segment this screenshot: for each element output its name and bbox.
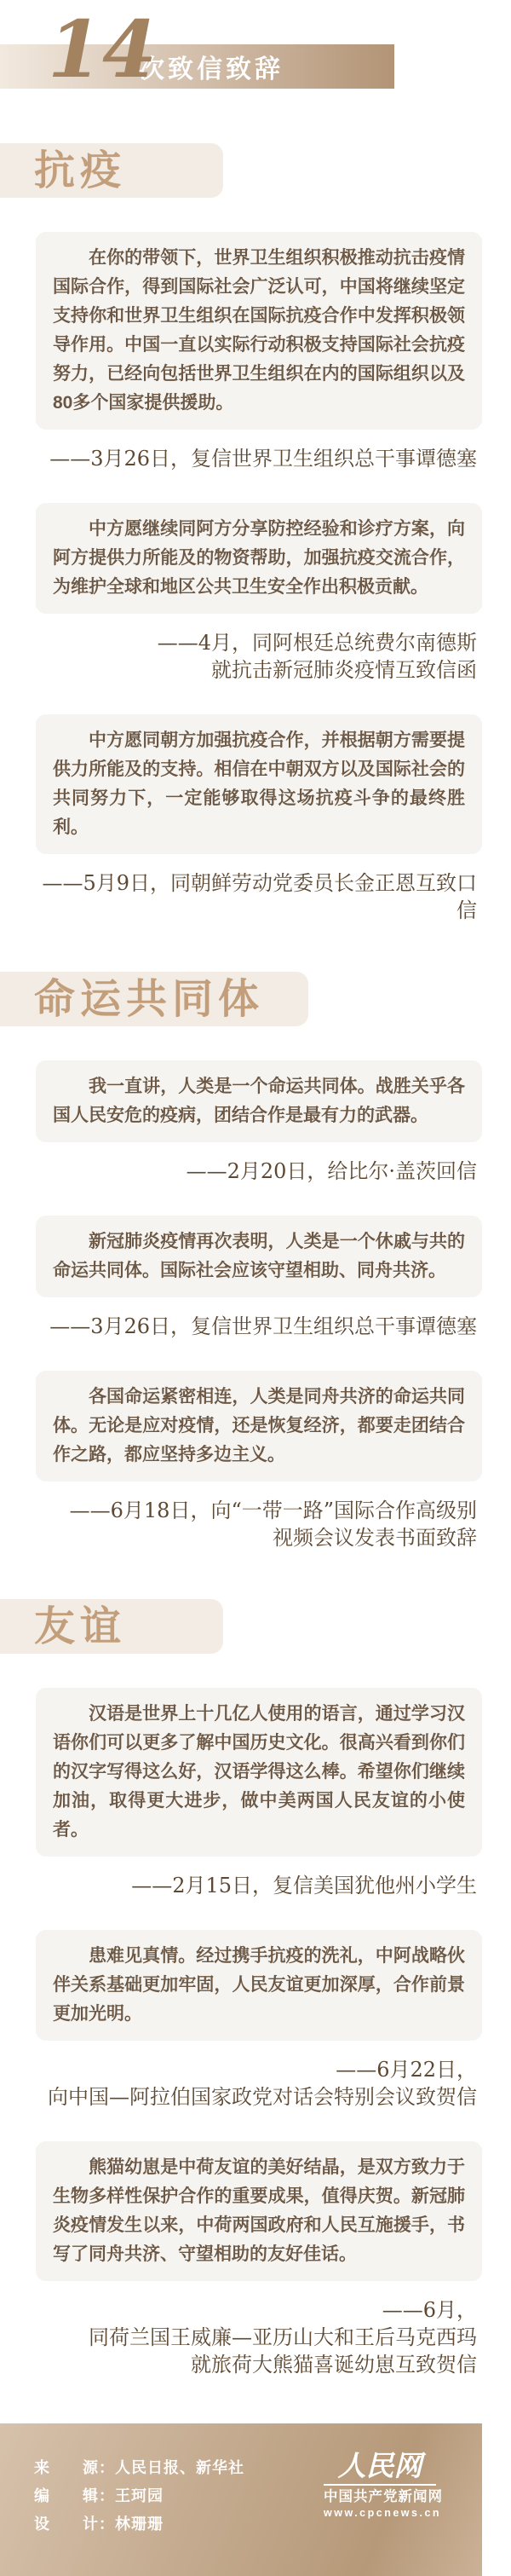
quote-card [36, 714, 482, 854]
section-items [0, 1688, 511, 2378]
footer-credits [34, 2454, 244, 2538]
quote-attribution [34, 1313, 477, 1340]
quote-item [0, 503, 511, 684]
attribution-line: 向中国—阿拉伯国家政党对话会特别会议致贺信 [48, 2085, 477, 2109]
quote-attribution [34, 2296, 477, 2378]
quote-card [36, 1688, 482, 1857]
logo-site-name: 中国共产党新闻网 [324, 2489, 443, 2504]
attribution-line: ——6月22日， [336, 2058, 477, 2082]
attribution-line: 就旅荷大熊猫喜诞幼崽互致贺信 [191, 2353, 477, 2377]
quote-text: 中方愿同朝方加强抗疫合作，并根据朝方需要提供力所能及的支持。相信在中朝双方以及国际社会的共同努力下，一定能够取得这场抗疫斗争的最终胜利。 [53, 731, 465, 837]
quote-card [36, 503, 482, 614]
quote-card [36, 2141, 482, 2281]
section-items [0, 232, 511, 924]
attribution-line: ——2月20日，给比尔·盖茨回信 [186, 1159, 477, 1183]
quote-text: 汉语是世界上十几亿人使用的语言，通过学习汉语你们可以更多了解中国历史文化。很高兴看到你们的汉字写得这么好，汉语学得这么棒。希望你们继续加油，取得更大进步，做中美两国人民友谊的小使者。 [53, 1704, 465, 1840]
quote-item [0, 1371, 511, 1551]
quote-text: 各国命运紧密相连，人类是同舟共济的命运共同体。无论是应对疫情，还是恢复经济，都要走团结合作之路，都应坚持多边主义。 [53, 1387, 465, 1464]
quote-text: 熊猫幼崽是中荷友谊的美好结晶，是双方致力于生物多样性保护合作的重要成果，值得庆贺。新冠肺炎疫情发生以来，中荷两国政府和人民互施援手，书写了同舟共济、守望相助的友好佳话。 [53, 2157, 465, 2264]
attribution-line: ——5月9日，同朝鲜劳动党委员长金正恩互致口信 [42, 871, 477, 922]
quote-attribution [34, 1497, 477, 1551]
section-title-box [0, 143, 223, 198]
quote-item [0, 2141, 511, 2378]
quote-text: 新冠肺炎疫情再次表明，人类是一个休戚与共的命运共同体。国际社会应该守望相助、同舟共济。 [53, 1232, 465, 1280]
quote-attribution [34, 445, 477, 472]
page-header [0, 0, 511, 95]
attribution-line: ——6月18日，向“一带一路”国际合作高级别 [69, 1499, 477, 1522]
section-2 [0, 972, 511, 1551]
section-title: 抗疫 [34, 147, 127, 194]
logo-script-wordmark: 人民网 [324, 2451, 436, 2486]
attribution-line: 就抗击新冠肺炎疫情互致信函 [211, 658, 477, 682]
attribution-line: ——4月，同阿根廷总统费尔南德斯 [157, 631, 477, 655]
quote-card [36, 1060, 482, 1142]
attribution-line: ——6月， [382, 2298, 477, 2322]
sections-container [0, 143, 511, 2378]
section-items [0, 1060, 511, 1551]
quote-card [36, 1371, 482, 1481]
section-title: 命运共同体 [34, 975, 265, 1023]
peoples-daily-logo [324, 2449, 443, 2519]
attribution-line: ——2月15日，复信美国犹他州小学生 [131, 1874, 477, 1897]
quote-attribution [34, 1872, 477, 1899]
credit-line: 来 源：人民日报、新华社 [34, 2459, 244, 2476]
quote-text: 我一直讲，人类是一个命运共同体。战胜关乎各国人民安危的疫病，团结合作是最有力的武器。 [53, 1077, 465, 1125]
quote-text: 患难见真情。经过携手抗疫的洗礼，中阿战略伙伴关系基础更加牢固，人民友谊更加深厚，合作前景更加光明。 [53, 1946, 465, 2024]
header-banner-title: 次致信致辞 [139, 55, 284, 84]
quote-attribution [34, 1158, 477, 1185]
quote-card [36, 232, 482, 430]
quote-item [0, 1688, 511, 1899]
section-title-box [0, 1599, 223, 1654]
quote-item [0, 232, 511, 472]
section-title: 友谊 [34, 1603, 127, 1650]
attribution-line: ——3月26日，复信世界卫生组织总干事谭德塞 [49, 447, 477, 471]
section-title-box [0, 972, 308, 1026]
quote-card [36, 1216, 482, 1297]
section-3 [0, 1599, 511, 2378]
quote-text: 中方愿继续同阿方分享防控经验和诊疗方案，向阿方提供力所能及的物资帮助，加强抗疫交流合作，为维护全球和地区公共卫生安全作出积极贡献。 [53, 519, 465, 597]
quote-attribution [34, 629, 477, 684]
quote-card [36, 1930, 482, 2041]
quote-item [0, 1060, 511, 1185]
credit-line: 设 计：林珊珊 [34, 2515, 164, 2533]
quote-attribution [34, 869, 477, 924]
quote-attribution [34, 2056, 477, 2111]
attribution-line: 视频会议发表书面致辞 [273, 1526, 477, 1550]
credit-line: 编 辑：王珂园 [34, 2487, 164, 2504]
quote-text: 在你的带领下，世界卫生组织积极推动抗击疫情国际合作，得到国际社会广泛认可，中国将继续坚定支持你和世界卫生组织在国际抗疫合作中发挥积极领导作用。中国一直以实际行动积极支持国际社会抗疫努力，已经向包括世界卫生组织在内的国际组织以及80多个国家提供援助。 [53, 248, 465, 413]
logo-site-url: www.cpcnews.cn [324, 2507, 442, 2519]
page-footer [0, 2423, 482, 2576]
letter-count: 14 [48, 3, 158, 95]
quote-item [0, 1216, 511, 1340]
section-1 [0, 143, 511, 924]
attribution-line: 同荷兰国王威廉—亚历山大和王后马克西玛 [89, 2325, 477, 2349]
quote-item [0, 714, 511, 924]
quote-item [0, 1930, 511, 2111]
attribution-line: ——3月26日，复信世界卫生组织总干事谭德塞 [49, 1314, 477, 1338]
